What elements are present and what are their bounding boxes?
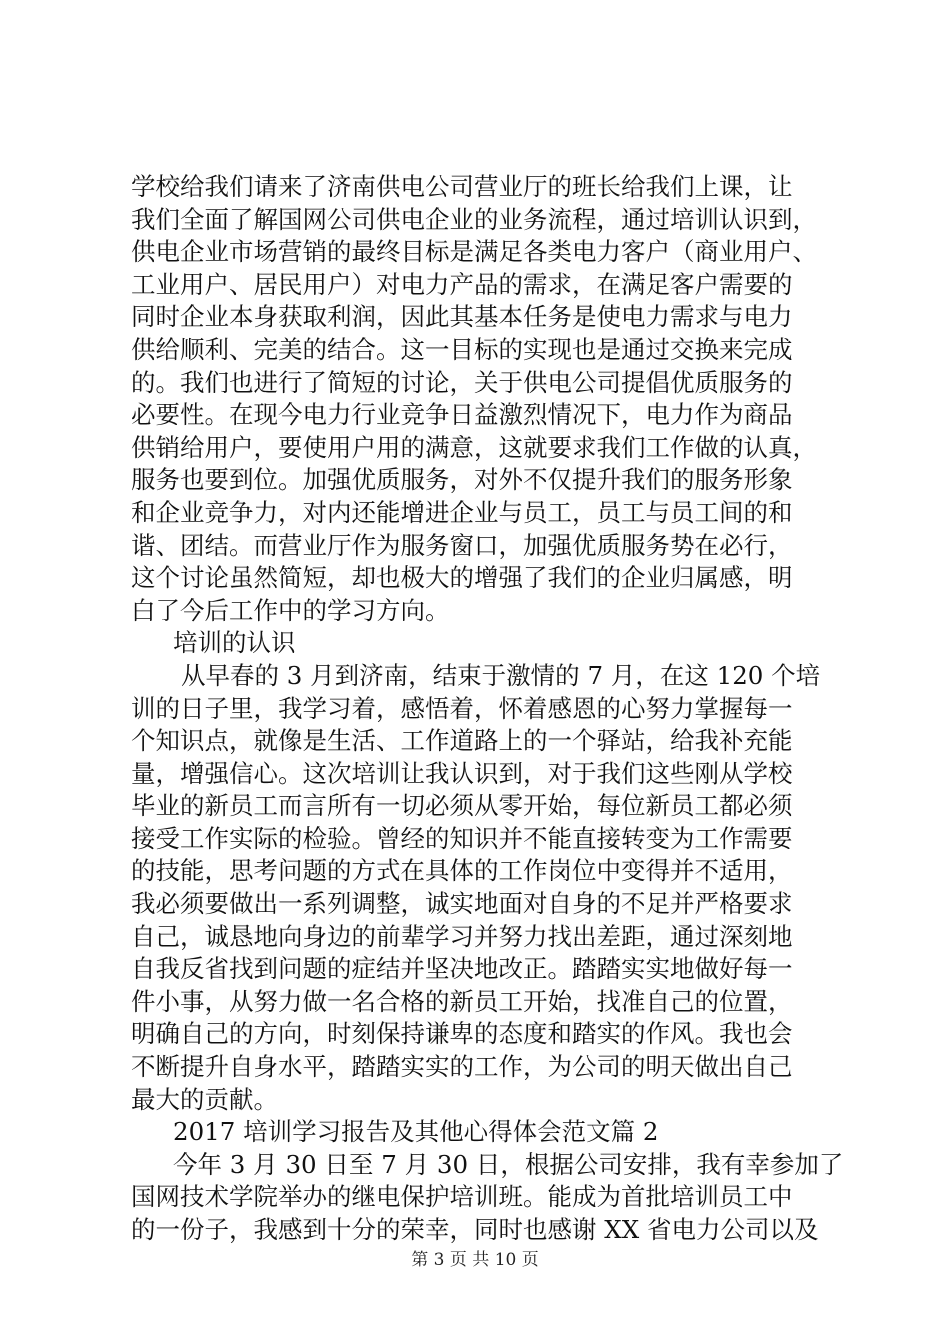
text-line: 和企业竞争力，对内还能增进企业与员工，员工与员工间的和 [131, 497, 793, 527]
text-line: 我必须要做出一系列调整，诚实地面对自身的不足并严格要求 [131, 889, 793, 919]
text-line: 接受工作实际的检验。曾经的知识并不能直接转变为工作需要 [131, 823, 793, 853]
text-line: 今年 3 月 30 日至 7 月 30 日，根据公司安排，我有幸参加了 [173, 1149, 844, 1179]
page-footer [0, 1245, 950, 1270]
text-line: 最大的贡献。 [131, 1084, 278, 1114]
text-line: 自己，诚恳地向身边的前辈学习并努力找出差距，通过深刻地 [131, 921, 793, 951]
document-body [131, 171, 844, 1247]
section-heading: 培训的认识 [173, 628, 296, 658]
text-line: 学校给我们请来了济南供电公司营业厅的班长给我们上课，让 [131, 172, 793, 201]
text-line: 供电企业市场营销的最终目标是满足各类电力客户（商业用户、 [131, 237, 817, 267]
text-line: 件小事，从努力做一名合格的新员工开始，找准自己的位置， [131, 986, 793, 1016]
text-line: 自我反省找到问题的症结并坚决地改正。踏踏实实地做好每一 [131, 954, 793, 984]
text-line: 供销给用户，要使用户用的满意，这就要求我们工作做的认真， [131, 432, 817, 462]
text-line: 不断提升自身水平，踏踏实实的工作，为公司的明天做出自己 [131, 1052, 793, 1082]
text-line: 从早春的 3 月到济南，结束于激情的 7 月，在这 120 个培 [181, 660, 821, 690]
text-line: 这个讨论虽然简短，却也极大的增强了我们的企业归属感，明 [131, 563, 793, 593]
text-line: 工业用户、居民用户）对电力产品的需求，在满足客户需要的 [131, 269, 793, 299]
text-line: 供给顺利、完美的结合。这一目标的实现也是通过交换来完成 [131, 334, 793, 364]
text-line: 的技能，思考问题的方式在具体的工作岗位中变得并不适用， [131, 856, 793, 886]
text-line: 谐、团结。而营业厅作为服务窗口，加强优质服务势在必行， [131, 530, 793, 560]
text-line: 同时企业本身获取利润，因此其基本任务是使电力需求与电力 [131, 302, 793, 332]
text-line: 训的日子里，我学习着，感悟着，怀着感恩的心努力掌握每一 [131, 693, 793, 723]
text-line: 必要性。在现今电力行业竞争日益激烈情况下，电力作为商品 [131, 400, 793, 430]
page-number: 第 3 页 共 10 页 [411, 1250, 539, 1270]
text-line: 服务也要到位。加强优质服务，对外不仅提升我们的服务形象 [131, 465, 793, 495]
text-line: 个知识点，就像是生活、工作道路上的一个驿站，给我补充能 [131, 726, 793, 756]
text-line: 的一份子，我感到十分的荣幸，同时也感谢 XX 省电力公司以及 [131, 1215, 819, 1244]
text-line: 我们全面了解国网公司供电企业的业务流程，通过培训认识到， [131, 204, 817, 234]
text-line: 的。我们也进行了简短的讨论，关于供电公司提倡优质服务的 [131, 367, 793, 397]
text-line: 白了今后工作中的学习方向。 [131, 595, 450, 625]
text-line: 量，增强信心。这次培训让我认识到，对于我们这些刚从学校 [131, 758, 793, 788]
section-heading: 2017 培训学习报告及其他心得体会范文篇 2 [173, 1117, 659, 1147]
text-line: 国网技术学院举办的继电保护培训班。能成为首批培训员工中 [131, 1182, 793, 1212]
text-line: 明确自己的方向，时刻保持谦卑的态度和踏实的作风。我也会 [131, 1019, 793, 1049]
text-line: 毕业的新员工而言所有一切必须从零开始，每位新员工都必须 [131, 791, 793, 821]
